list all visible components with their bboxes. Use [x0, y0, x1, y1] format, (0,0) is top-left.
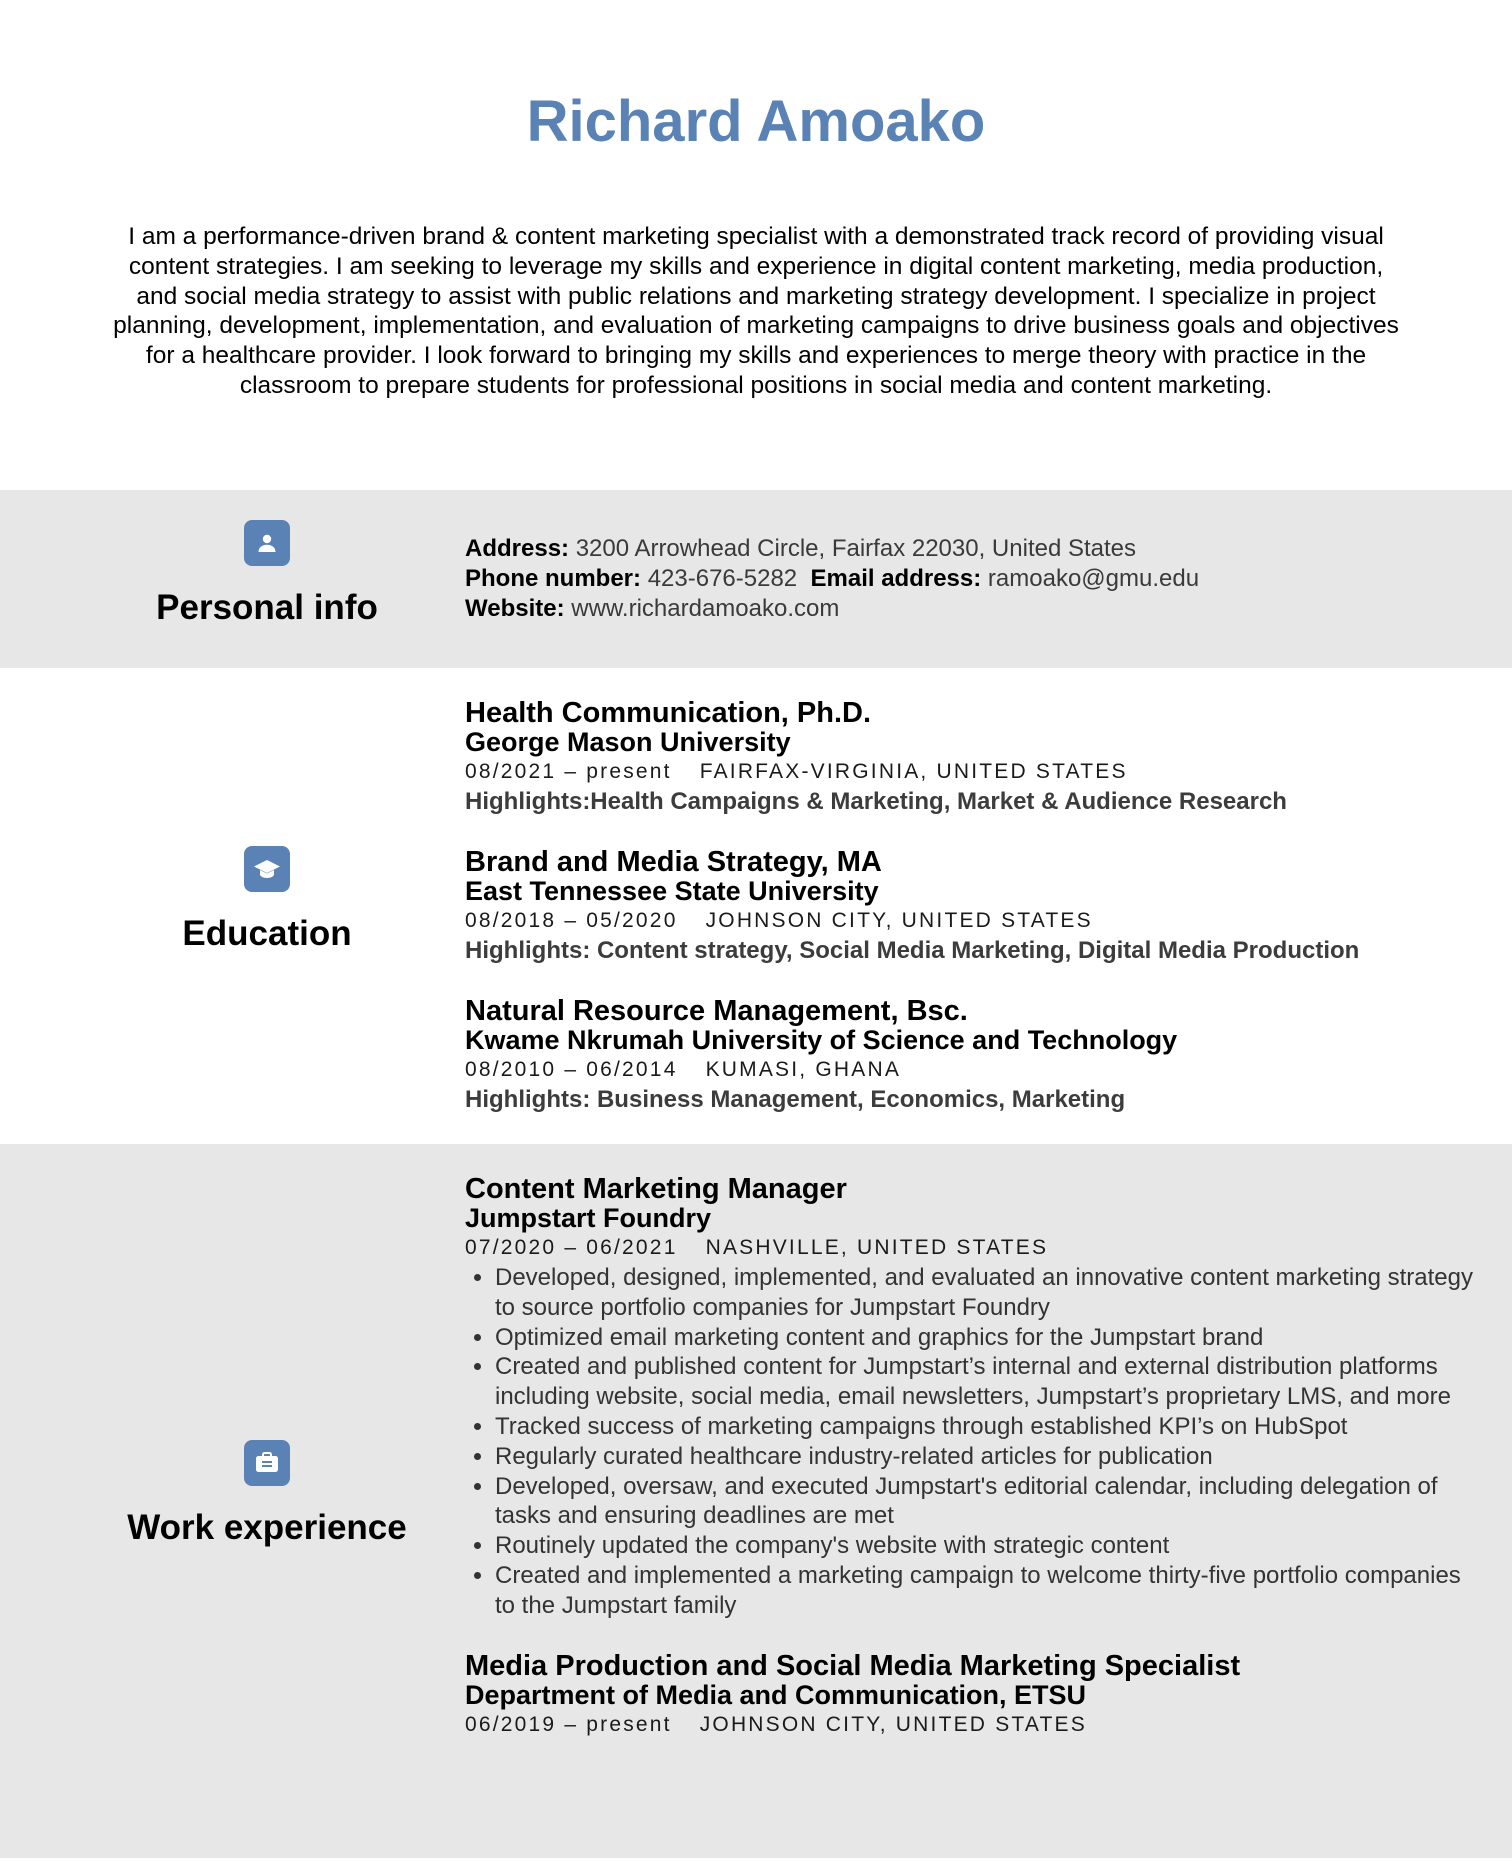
school-name: East Tennessee State University	[465, 876, 879, 906]
work-meta	[465, 1710, 1485, 1740]
person-icon	[244, 520, 290, 566]
job-title: Content Marketing Manager	[465, 1173, 847, 1205]
address-line	[465, 534, 1485, 564]
list-item: • Routinely updated the company's website with strategic content	[495, 1531, 1485, 1561]
education-dates: 08/2021 – present	[465, 760, 672, 783]
list-item: • Created and implemented a marketing campaign to welcome thirty-five portfolio companies to the Jumpstart family	[495, 1561, 1485, 1621]
education-meta	[465, 906, 1485, 936]
section-title-personal-info: Personal info	[156, 588, 378, 627]
email-label: Email address:	[810, 565, 982, 592]
work-entry	[465, 1651, 1485, 1740]
education-entry	[465, 847, 1485, 966]
work-location: JOHNSON CITY, UNITED STATES	[699, 1712, 1087, 1736]
list-item: • Regularly curated healthcare industry-related articles for publication	[495, 1442, 1485, 1472]
education-location: FAIRFAX-VIRGINIA, UNITED STATES	[699, 760, 1128, 783]
responsibilities-list	[465, 1263, 1485, 1621]
address-label: Address:	[465, 535, 570, 562]
section-title-work-experience: Work experience	[127, 1508, 407, 1547]
website-value: www.richardamoako.com	[571, 595, 840, 622]
education-highlights: Highlights: Business Management, Economics, Marketing	[465, 1086, 1126, 1113]
phone-value: 423-676-5282	[647, 565, 798, 592]
graduation-cap-icon	[244, 846, 290, 892]
education-highlights: Highlights: Content strategy, Social Media Marketing, Digital Media Production	[465, 937, 1360, 964]
work-dates: 06/2019 – present	[465, 1712, 672, 1736]
degree-title: Natural Resource Management, Bsc.	[465, 995, 968, 1027]
phone-label: Phone number:	[465, 565, 642, 592]
education-section	[0, 668, 1512, 1144]
list-item: • Optimized email marketing content and graphics for the Jumpstart brand	[495, 1323, 1485, 1353]
section-title-education: Education	[182, 914, 352, 953]
list-item: • Developed, oversaw, and executed Jumpstart's editorial calendar, including delegation of tasks and ensuring deadlines are met	[495, 1472, 1485, 1532]
company-name: Jumpstart Foundry	[465, 1203, 712, 1233]
job-title: Media Production and Social Media Marketing Specialist	[465, 1649, 1241, 1682]
education-dates: 08/2018 – 05/2020	[465, 909, 678, 932]
education-meta	[465, 757, 1485, 787]
website-line	[465, 594, 1485, 624]
briefcase-icon	[244, 1440, 290, 1486]
address-value: 3200 Arrowhead Circle, Fairfax 22030, United States	[575, 535, 1137, 562]
work-entry	[465, 1174, 1485, 1621]
list-item: • Created and published content for Jumpstart’s internal and external distribution platforms including website, social media, email newsletters, Jumpstart’s proprietary LMS, and more	[495, 1352, 1485, 1412]
personal-info-section	[0, 490, 1512, 668]
company-name: Department of Media and Communication, ETSU	[465, 1679, 1087, 1710]
education-location: JOHNSON CITY, UNITED STATES	[705, 909, 1093, 932]
education-meta	[465, 1055, 1485, 1085]
degree-title: Health Communication, Ph.D.	[465, 697, 872, 729]
email-value: ramoako@gmu.edu	[987, 565, 1200, 592]
education-entry	[465, 698, 1485, 817]
education-location: KUMASI, GHANA	[705, 1058, 902, 1081]
list-item: • Developed, designed, implemented, and evaluated an innovative content marketing strategy to source portfolio companies for Jumpstart Foundry	[495, 1263, 1485, 1323]
resume-name: Richard Amoako	[526, 89, 986, 154]
education-highlights: Highlights:Health Campaigns & Marketing, Market & Audience Research	[465, 788, 1287, 815]
website-label: Website:	[465, 595, 565, 622]
list-item: • Tracked success of marketing campaigns through established KPI’s on HubSpot	[495, 1412, 1485, 1442]
education-entry	[465, 996, 1485, 1115]
work-location: NASHVILLE, UNITED STATES	[705, 1236, 1049, 1259]
work-meta	[465, 1233, 1485, 1263]
summary-paragraph: I am a performance-driven brand & content marketing specialist with a demonstrated track record of providing visual content strategies. I am seeking to leverage my skills and experience in digital content marketing, media production, and social media strategy to assist with public relations and marketing strategy development. I specialize in project planning, development, implementation, and evaluation of marketing campaigns to drive business goals and objectives for a healthcare provider. I look forward to bringing my skills and experiences to merge theory with practice in the classroom to prepare students for professional positions in social media and content marketing.	[113, 223, 1399, 399]
degree-title: Brand and Media Strategy, MA	[465, 846, 882, 878]
work-dates: 07/2020 – 06/2021	[465, 1236, 678, 1259]
school-name: George Mason University	[465, 727, 791, 757]
education-dates: 08/2010 – 06/2014	[465, 1058, 678, 1081]
school-name: Kwame Nkrumah University of Science and Technology	[465, 1025, 1178, 1055]
work-experience-section	[0, 1144, 1512, 1858]
contact-line	[465, 564, 1485, 594]
